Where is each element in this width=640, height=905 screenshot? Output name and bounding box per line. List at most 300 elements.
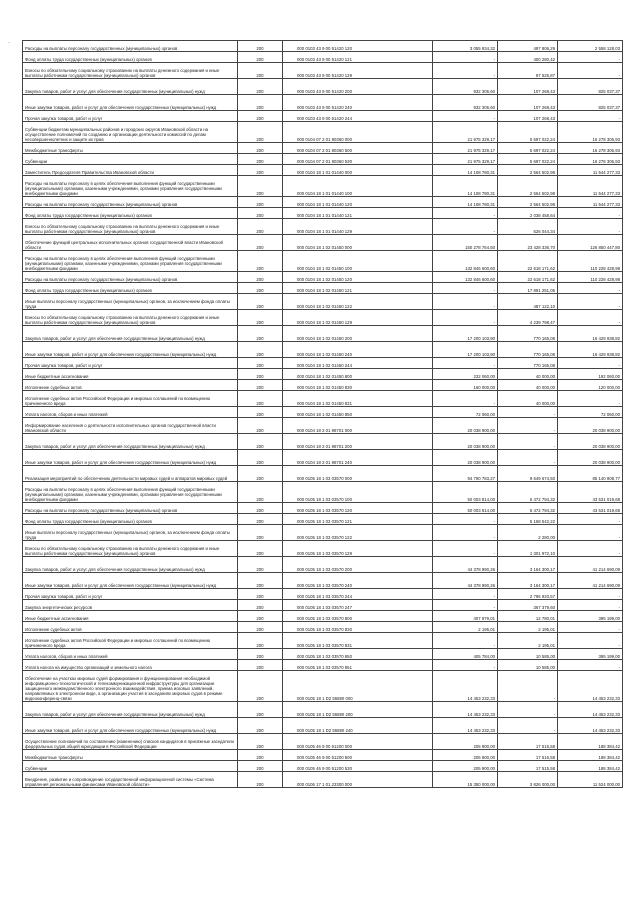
cell-executed: 3 826 000,00 [498,772,558,788]
cell-name: Обеспечение функций центральных исполнительных органов государственной власти Ивановской области [23,235,238,251]
cell-executed: - [498,450,558,466]
cell-executed: 1 301 972,10 [498,541,558,557]
cell-cls: 000 0105 18 1 03 03570 247 [283,600,433,611]
table-row [23,391,623,407]
cell-cls: 000 0104 18 1 01 01440 129 [283,219,433,235]
table-row [23,79,623,95]
cell-unexecuted: - [558,63,623,79]
cell-cls: 000 0104 18 1 02 01450 830 [283,380,433,391]
cell-name: Закупка товаров, работ и услуг для обеспечения государственных (муниципальных) нужд [23,557,238,573]
cell-approved: - [433,208,498,219]
cell-executed: 12 780,01 [498,611,558,622]
cell-name: Взносы по обязательному социальному страхованию на выплаты денежного содержания и иные выплаты работникам государственных (муниципальных) органов [23,219,238,235]
cell-approved: 160 000,00 [433,380,498,391]
table-row [23,272,623,283]
cell-unexecuted: - [558,600,623,611]
cell-executed: 497 806,29 [498,41,558,52]
cell-name: Обеспечение на участках мировых судей формирования и функционирования необходимой информационно-технологической и телекоммуникационной инфраструктуры для организации защищенного межведомственного электронного взаимодействия, приема исковых заявлений, направляемых в электронном виде, а организации участия в заседаниях мировых судов в режиме видеоконференц-связи [23,671,238,702]
table-row [23,750,623,761]
cell-unexecuted: 85 140 908,77 [558,466,623,482]
cell-name: Расходы на выплаты персоналу в целях обеспечения выполнения функций государственными (муниципальными) органами, казенными учреждениями, органами управления государственными внебюджетными фондами [23,176,238,197]
cell-cls: 000 0104 18 2 01 98701 000 [283,418,433,434]
cell-name: Закупка энергетических ресурсов [23,600,238,611]
corner-mark-right: ·· [614,38,618,44]
cell-name: Информирование населения о деятельности исполнительных органов государственной власти Ивановской области [23,418,238,434]
table-row [23,283,623,294]
cell-code: 200 [238,310,283,326]
cell-unexecuted: 16 278 306,93 [558,143,623,154]
cell-unexecuted: 20 038 900,00 [558,450,623,466]
cell-approved: - [433,310,498,326]
cell-code: 200 [238,52,283,63]
cell-unexecuted: 192 060,00 [558,369,623,380]
cell-code: 200 [238,272,283,283]
table-row [23,450,623,466]
cell-unexecuted: 41 214 690,09 [558,557,623,573]
cell-name: Исполнение судебных актов Российской Федерации и мировых соглашений по возмещению причиненного вреда [23,633,238,649]
cell-name: Расходы на выплаты персоналу государственных (муниципальных) органов [23,503,238,514]
cell-code: 200 [238,407,283,418]
cell-cls: 000 0103 43 9 00 51420 120 [283,41,433,52]
table-row [23,649,623,660]
cell-cls: 000 0105 18 1 03 03570 000 [283,466,433,482]
cell-approved: 932 305,60 [433,79,498,95]
table-row [23,589,623,600]
cell-code: 200 [238,514,283,525]
table-row [23,557,623,573]
table-row [23,41,623,52]
cell-code: 200 [238,573,283,589]
cell-code: 200 [238,342,283,358]
cell-name: Фонд оплаты труда государственных (муниципальных) органов [23,52,238,63]
cell-cls: 000 0105 18 1 03 03570 121 [283,514,433,525]
cell-unexecuted: 110 228 428,98 [558,251,623,272]
cell-cls: 000 0104 18 1 02 01450 121 [283,283,433,294]
cell-name: Исполнение судебных актов Российской Федерации и мировых соглашений по возмещению причиненного вреда [23,391,238,407]
cell-cls: 000 0104 07 2 01 80360 000 [283,122,433,143]
cell-name: Закупка товаров, работ и услуг для обеспечения государственных (муниципальных) нужд [23,326,238,342]
cell-approved: 21 975 329,17 [433,143,498,154]
cell-cls: 000 0105 18 1 03 03570 851 [283,660,433,671]
cell-cls: 000 0105 18 1 03 03570 120 [283,503,433,514]
table-row [23,369,623,380]
cell-name: Прочая закупка товаров, работ и услуг [23,358,238,369]
cell-approved: - [433,63,498,79]
cell-executed: - [498,718,558,734]
cell-unexecuted: 825 037,37 [558,79,623,95]
cell-executed: 17 515,58 [498,761,558,772]
cell-executed: 22 618 171,62 [498,251,558,272]
cell-executed: 10 585,00 [498,660,558,671]
cell-name: Расходы на выплаты персоналу в целях обеспечения выполнения функций государственными (муниципальными) органами, казенными учреждениями, органами управления государственными внебюджетными фондами [23,251,238,272]
cell-name: Расходы на выплаты персоналу государственных (муниципальных) органов [23,41,238,52]
cell-unexecuted: 43 531 019,68 [558,482,623,503]
cell-code: 200 [238,434,283,450]
cell-executed: - [498,671,558,702]
table-row [23,573,623,589]
cell-name: Взносы по обязательному социальному страхованию на выплаты денежного содержания и иные выплаты работникам государственных (муниципальных) органов [23,541,238,557]
cell-name: Прочая закупка товаров, работ и услуг [23,589,238,600]
cell-name: Расходы на выплаты персоналу в целях обеспечения выполнения функций государственными (муниципальными) органами, казенными учреждениями, органами управления государственными внебюджетными фондами [23,482,238,503]
cell-cls: 000 0105 18 1 D2 55890 200 [283,702,433,718]
cell-approved: 14 453 232,33 [433,718,498,734]
cell-executed: 107 268,43 [498,95,558,111]
cell-name: Взносы по обязательному социальному страхованию на выплаты денежного содержания и иные выплаты работникам государственных (муниципальных) органов [23,63,238,79]
cell-executed: 4 239 798,47 [498,310,558,326]
cell-code: 200 [238,734,283,750]
cell-unexecuted: - [558,219,623,235]
cell-code: 200 [238,294,283,310]
cell-code: 200 [238,111,283,122]
cell-cls: 000 0103 43 9 00 51420 200 [283,79,433,95]
cell-name: Закупка товаров, работ и услуг для обеспечения государственных (муниципальных) нужд [23,702,238,718]
cell-approved: 932 305,60 [433,95,498,111]
cell-unexecuted: - [558,541,623,557]
cell-code: 200 [238,649,283,660]
cell-unexecuted: 20 038 900,00 [558,434,623,450]
cell-executed: 526 044,34 [498,219,558,235]
cell-unexecuted: 16 278 306,93 [558,122,623,143]
cell-code: 200 [238,380,283,391]
cell-code: 200 [238,283,283,294]
cell-approved: 205 900,00 [433,761,498,772]
table-row [23,611,623,622]
cell-executed: 17 891 251,05 [498,283,558,294]
cell-approved: 405 784,00 [433,649,498,660]
cell-cls: 000 0105 18 1 03 03570 100 [283,482,433,503]
cell-name: Внедрение, развитие и сопровождение государственной информационной системы «Система управления региональными финансами Ивановской области» [23,772,238,788]
cell-name: Закупка товаров, работ и услуг для обеспечения государственных (муниципальных) нужд [23,79,238,95]
cell-name: Фонд оплаты труда государственных (муниципальных) органов [23,514,238,525]
cell-code: 200 [238,219,283,235]
table-row [23,418,623,434]
cell-cls: 000 0105 18 1 03 03570 240 [283,573,433,589]
cell-cls: 000 0105 18 1 D2 55890 000 [283,671,433,702]
expenditure-table [22,40,623,788]
cell-approved: 44 378 990,26 [433,573,498,589]
cell-executed: 2 564 502,98 [498,197,558,208]
cell-approved: 407 979,01 [433,611,498,622]
cell-unexecuted: 14 453 232,33 [558,671,623,702]
cell-unexecuted: 11 544 277,33 [558,197,623,208]
cell-code: 200 [238,41,283,52]
cell-cls: 000 0103 43 9 00 51420 240 [283,95,433,111]
cell-approved: 132 846 600,60 [433,272,498,283]
report-page [22,40,622,788]
cell-name: Иные закупки товаров, работ и услуг для обеспечения государственных (муниципальных) нужд [23,718,238,734]
cell-approved: - [433,52,498,63]
table-row [23,622,623,633]
cell-code: 200 [238,525,283,541]
cell-name: Реализация мероприятий по обеспечению деятельности мировых судей и аппаратов мировых судей [23,466,238,482]
cell-cls: 000 0104 07 2 01 80360 500 [283,143,433,154]
table-row [23,122,623,143]
cell-code: 200 [238,702,283,718]
cell-unexecuted: - [558,525,623,541]
cell-code: 200 [238,391,283,407]
cell-name: Расходы на выплаты персоналу государственных (муниципальных) органов [23,272,238,283]
cell-unexecuted: 188 384,42 [558,734,623,750]
cell-code: 200 [238,154,283,165]
table-row [23,434,623,450]
cell-cls: 000 0105 46 9 00 51200 500 [283,750,433,761]
cell-executed: 5 697 022,24 [498,122,558,143]
cell-executed: 2 796 920,57 [498,589,558,600]
cell-unexecuted: 126 850 447,80 [558,235,623,251]
cell-executed: - [498,407,558,418]
cell-approved: - [433,589,498,600]
cell-code: 200 [238,611,283,622]
table-body [23,41,623,788]
table-row [23,208,623,219]
cell-unexecuted: - [558,294,623,310]
cell-cls: 000 0104 07 2 01 80360 530 [283,154,433,165]
cell-executed: 770 165,08 [498,342,558,358]
cell-unexecuted: 14 453 232,33 [558,702,623,718]
cell-name: Осуществление полномочий по составлению (изменению) списков кандидатов в присяжные заседатели федеральных судов общей юрисдикции в Российской Федерации [23,734,238,750]
cell-name: Межбюджетные трансферты [23,750,238,761]
cell-code: 200 [238,600,283,611]
cell-executed: 487 122,10 [498,294,558,310]
cell-name: Уплата налогов, сборов и иных платежей [23,649,238,660]
cell-approved: - [433,358,498,369]
cell-approved: 17 200 103,90 [433,342,498,358]
cell-executed: - [498,434,558,450]
cell-executed: 2 195,01 [498,622,558,633]
cell-approved: 232 060,00 [433,369,498,380]
table-row [23,251,623,272]
cell-code: 200 [238,503,283,514]
cell-executed: 6 472 794,32 [498,503,558,514]
cell-code: 200 [238,326,283,342]
cell-unexecuted: 395 199,00 [558,611,623,622]
cell-approved: 14 453 232,33 [433,702,498,718]
cell-approved: 2 195,01 [433,622,498,633]
cell-approved: 20 038 900,00 [433,418,498,434]
cell-name: Заместитель Председателя Правительства Ивановской области [23,165,238,176]
cell-code: 200 [238,541,283,557]
cell-code: 200 [238,718,283,734]
cell-code: 200 [238,63,283,79]
cell-code: 200 [238,197,283,208]
table-row [23,235,623,251]
cell-code: 200 [238,95,283,111]
cell-code: 200 [238,418,283,434]
cell-approved: 150 278 764,50 [433,235,498,251]
cell-unexecuted: - [558,633,623,649]
cell-executed: - [498,418,558,434]
cell-cls: 000 0104 18 1 01 01440 121 [283,208,433,219]
cell-executed: 2 564 502,98 [498,165,558,176]
table-row [23,734,623,750]
cell-cls: 000 0104 18 1 02 01450 120 [283,272,433,283]
cell-unexecuted: 188 384,42 [558,761,623,772]
cell-cls: 000 0104 18 1 02 01450 000 [283,235,433,251]
table-row [23,380,623,391]
cell-cls: 000 0104 18 1 02 01450 831 [283,391,433,407]
cell-cls: 000 0104 18 1 02 01450 200 [283,326,433,342]
cell-unexecuted: 41 214 690,09 [558,573,623,589]
cell-executed: 97 525,87 [498,63,558,79]
cell-name: Иные выплаты персоналу государственных (муниципальных) органов, за исключением фонда оплаты труда [23,525,238,541]
cell-name: Иные закупки товаров, работ и услуг для обеспечения государственных (муниципальных) нужд [23,573,238,589]
cell-executed: 2 564 502,98 [498,176,558,197]
cell-unexecuted: 110 228 428,98 [558,272,623,283]
cell-approved: 44 378 990,26 [433,557,498,573]
cell-cls: 000 0105 18 1 D2 55890 240 [283,718,433,734]
cell-code: 200 [238,143,283,154]
table-row [23,514,623,525]
cell-unexecuted: 16 429 938,82 [558,342,623,358]
cell-executed: 17 515,58 [498,734,558,750]
table-row [23,541,623,557]
cell-name: Расходы на выплаты персоналу государственных (муниципальных) органов [23,197,238,208]
cell-name: Исполнение судебных актов [23,380,238,391]
table-row [23,176,623,197]
cell-approved: - [433,514,498,525]
cell-executed: 5 168 542,22 [498,514,558,525]
cell-unexecuted: - [558,310,623,326]
cell-cls: 000 0105 18 1 03 03570 831 [283,633,433,649]
cell-unexecuted: - [558,660,623,671]
cell-executed: 23 428 336,70 [498,235,558,251]
cell-executed: 22 618 171,62 [498,272,558,283]
cell-name: Закупка товаров, работ и услуг для обеспечения государственных (муниципальных) нужд [23,434,238,450]
table-row [23,671,623,702]
cell-name: Фонд оплаты труда государственных (муниципальных) органов [23,283,238,294]
cell-cls: 000 0104 18 1 02 01450 100 [283,251,433,272]
cell-unexecuted: - [558,52,623,63]
cell-cls: 000 0105 18 1 03 03570 800 [283,611,433,622]
cell-name: Иные закупки товаров, работ и услуг для обеспечения государственных (муниципальных) нужд [23,450,238,466]
cell-cls: 000 0104 18 1 01 01440 000 [283,165,433,176]
cell-code: 200 [238,589,283,600]
cell-approved: 14 453 232,33 [433,671,498,702]
cell-code: 200 [238,772,283,788]
cell-code: 200 [238,358,283,369]
cell-code: 200 [238,671,283,702]
cell-executed: 770 165,08 [498,326,558,342]
cell-approved: 3 055 934,32 [433,41,498,52]
cell-cls: 000 0105 18 1 03 03570 122 [283,525,433,541]
cell-approved: - [433,541,498,557]
cell-code: 200 [238,208,283,219]
cell-executed: 40 000,00 [498,391,558,407]
cell-approved: - [433,391,498,407]
cell-code: 200 [238,557,283,573]
cell-executed: 107 268,43 [498,111,558,122]
cell-approved: - [433,294,498,310]
cell-unexecuted: 14 453 232,33 [558,718,623,734]
cell-approved: 14 108 780,31 [433,176,498,197]
cell-cls: 000 0104 18 1 02 01450 800 [283,369,433,380]
cell-cls: 000 0105 18 1 03 03570 850 [283,649,433,660]
cell-unexecuted: 11 544 277,33 [558,165,623,176]
cell-executed: 6 472 794,32 [498,482,558,503]
cell-unexecuted: - [558,358,623,369]
cell-approved: - [433,219,498,235]
cell-cls: 000 0104 18 2 01 98701 240 [283,450,433,466]
cell-approved: - [433,525,498,541]
cell-approved: - [433,600,498,611]
table-row [23,52,623,63]
cell-approved: 21 975 329,17 [433,122,498,143]
table-row [23,219,623,235]
cell-code: 200 [238,122,283,143]
cell-cls: 000 0104 18 1 01 01440 100 [283,176,433,197]
cell-executed: 40 000,00 [498,369,558,380]
table-row [23,294,623,310]
cell-executed: 2 195,01 [498,633,558,649]
cell-cls: 000 0105 18 1 03 03570 830 [283,622,433,633]
cell-cls: 000 0104 18 1 02 01450 129 [283,310,433,326]
cell-executed: 9 649 674,50 [498,466,558,482]
table-row [23,111,623,122]
cell-code: 200 [238,482,283,503]
cell-code: 200 [238,79,283,95]
cell-name: Иные выплаты персоналу государственных (муниципальных) органов, за исключением фонда оплаты труда [23,294,238,310]
table-row [23,702,623,718]
cell-name: Межбюджетные трансферты [23,143,238,154]
table-row [23,197,623,208]
table-row [23,633,623,649]
table-row [23,503,623,514]
cell-name: Субвенции [23,154,238,165]
cell-approved: 15 350 000,00 [433,772,498,788]
cell-code: 200 [238,660,283,671]
cell-approved: 17 200 103,90 [433,326,498,342]
cell-unexecuted: - [558,589,623,600]
cell-name: Взносы по обязательному социальному страхованию на выплаты денежного содержания и иные выплаты работникам государственных (муниципальных) органов [23,310,238,326]
cell-name: Иные бюджетные ассигнования [23,369,238,380]
cell-unexecuted: 16 278 306,93 [558,154,623,165]
cell-unexecuted: - [558,283,623,294]
table-row [23,772,623,788]
cell-cls: 000 0104 18 1 02 01450 244 [283,358,433,369]
cell-unexecuted: 188 384,42 [558,750,623,761]
cell-executed: - [498,702,558,718]
cell-unexecuted: 120 000,00 [558,380,623,391]
table-row [23,761,623,772]
cell-code: 200 [238,235,283,251]
cell-cls: 000 0106 17 1 01 23300 000 [283,772,433,788]
cell-name: Иные бюджетные ассигнования [23,611,238,622]
cell-approved: 132 846 600,60 [433,251,498,272]
table-row [23,95,623,111]
cell-executed: 3 164 300,17 [498,573,558,589]
cell-approved: 205 900,00 [433,750,498,761]
cell-approved: 50 003 814,00 [433,503,498,514]
cell-name: Фонд оплаты труда государственных (муниципальных) органов [23,208,238,219]
cell-approved: - [433,633,498,649]
table-row [23,310,623,326]
cell-executed: 2 038 458,64 [498,208,558,219]
cell-cls: 000 0104 18 2 01 98701 200 [283,434,433,450]
table-row [23,63,623,79]
cell-approved: 20 038 900,00 [433,434,498,450]
cell-cls: 000 0104 18 1 01 01440 120 [283,197,433,208]
cell-name: Исполнение судебных актов [23,622,238,633]
cell-cls: 000 0105 18 1 03 03570 129 [283,541,433,557]
corner-mark-left: · [8,40,10,46]
cell-code: 200 [238,450,283,466]
cell-unexecuted: 395 199,00 [558,649,623,660]
cell-code: 200 [238,251,283,272]
table-row [23,525,623,541]
cell-unexecuted: 2 558 128,03 [558,41,623,52]
table-row [23,718,623,734]
cell-cls: 000 0105 18 1 03 03570 200 [283,557,433,573]
